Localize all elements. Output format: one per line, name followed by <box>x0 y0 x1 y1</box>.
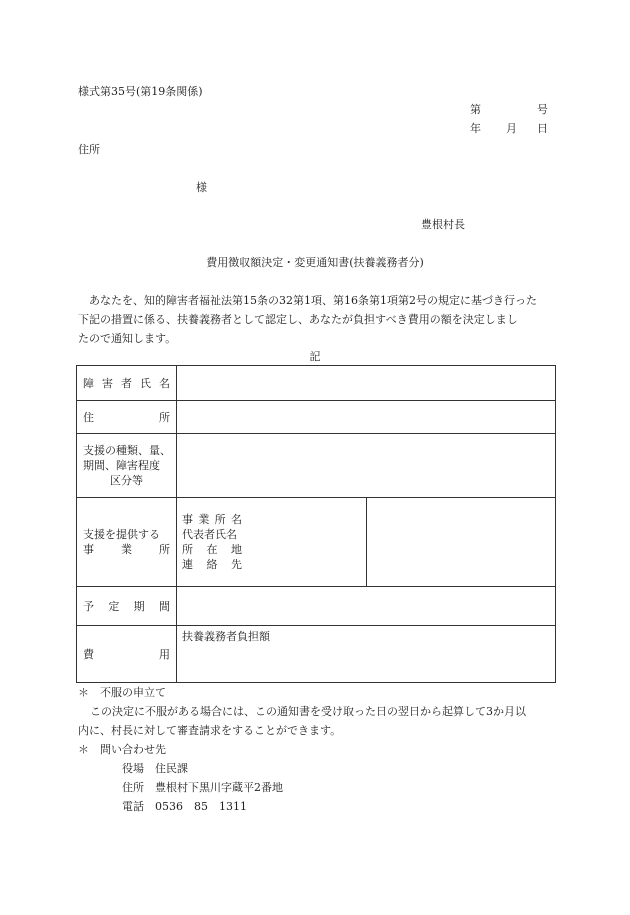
body-line: 下記の措置に係る、扶養義務者として認定し、あなたが負担すべき費用の額を決定しまし <box>78 313 518 326</box>
support-type-label: 支援の種類、量、 期間、障害程度 区分等 <box>77 434 177 498</box>
body-line: たので通知します。 <box>78 332 177 345</box>
contact-label: 連 絡 先 <box>182 558 242 571</box>
schedule-label: 予 定 期 間 <box>77 587 177 626</box>
objection-text-line: この決定に不服がある場合には、この通知書を受け取った日の翌日から起算して3か月以 <box>90 705 526 718</box>
date-year: 年 <box>470 122 481 135</box>
date-month: 月 <box>506 122 517 135</box>
provider-value[interactable] <box>366 498 556 587</box>
document-title: 費用徴収額決定・変更通知書(扶養義務者分) <box>206 256 424 269</box>
provider-label: 支援を提供する 事 業 所 <box>77 498 177 587</box>
schedule-value[interactable] <box>177 587 556 626</box>
table-row <box>77 401 556 434</box>
address-value[interactable] <box>177 401 556 434</box>
disabled-name-value[interactable] <box>177 366 556 401</box>
body-line: あなたを、知的障害者福祉法第15条の32第1項、第16条第1項第2号の規定に基づき行った <box>89 294 537 307</box>
ki-heading: 記 <box>309 350 321 363</box>
contact-heading: ＊ 問い合わせ先 <box>78 743 166 756</box>
table-row <box>77 366 556 401</box>
recipient-honorific: 様 <box>196 181 207 194</box>
objection-text-line: 内に、村長に対して審査請求をすることができます。 <box>78 724 342 737</box>
contact-phone: 電話 0536 85 1311 <box>122 800 247 813</box>
recipient-address-label: 住所 <box>78 143 100 156</box>
office-name-label: 事 業 所 名 <box>182 513 242 526</box>
details-table <box>76 365 556 683</box>
number-suffix: 号 <box>537 103 548 116</box>
form-number: 様式第35号(第19条関係) <box>78 85 203 98</box>
support-type-value[interactable] <box>177 434 556 498</box>
disabled-name-label: 障 害 者 氏 名 <box>77 366 177 401</box>
date-day: 日 <box>537 122 548 135</box>
objection-heading: ＊ 不服の申立て <box>78 686 166 699</box>
table-row <box>77 587 556 626</box>
table-row <box>77 626 556 683</box>
table-row <box>77 434 556 498</box>
number-prefix: 第 <box>470 103 481 116</box>
issuer-name: 豊根村長 <box>421 218 465 231</box>
guardian-share-label: 扶養義務者負担額 <box>182 630 270 643</box>
contact-address: 住所 豊根村下黒川字蔵平2番地 <box>122 781 283 794</box>
provider-fields <box>177 498 367 587</box>
address-label: 住 所 <box>77 401 177 434</box>
location-label: 所 在 地 <box>182 543 242 556</box>
representative-label: 代表者氏名 <box>182 528 237 541</box>
cost-label: 費 用 <box>77 626 177 683</box>
cost-value[interactable] <box>177 626 556 683</box>
notice-body <box>78 291 555 348</box>
contact-office: 役場 住民課 <box>122 762 188 775</box>
table-row <box>77 498 556 587</box>
